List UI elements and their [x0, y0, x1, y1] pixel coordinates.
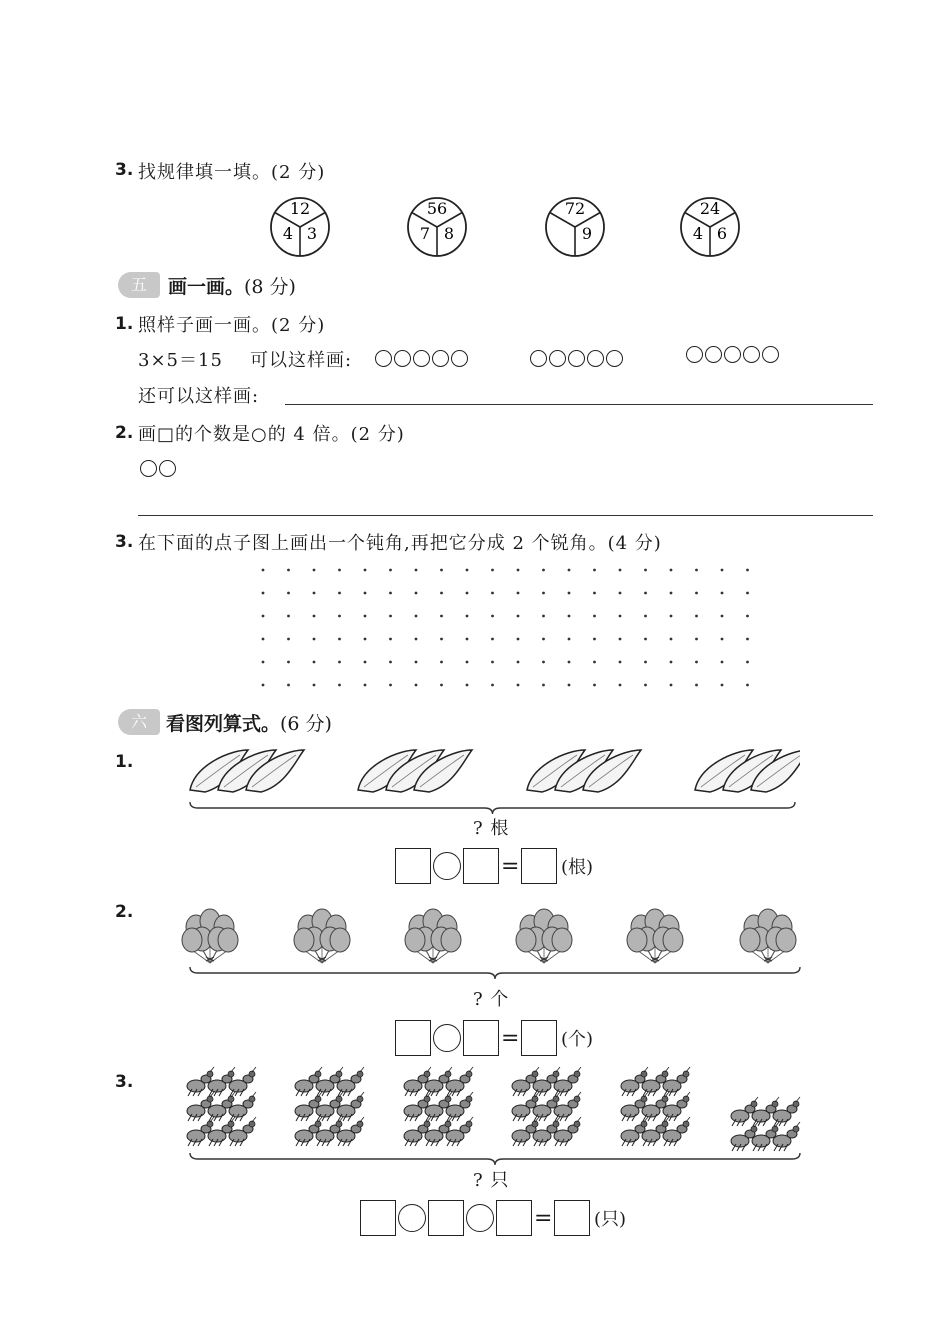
- grid-dot[interactable]: [619, 569, 622, 572]
- grid-dot[interactable]: [415, 661, 418, 664]
- grid-dot[interactable]: [619, 638, 622, 641]
- circle-icon: [375, 350, 392, 367]
- ant-icon: [187, 1117, 214, 1146]
- wheel-right-number: 8: [443, 224, 455, 243]
- s6-q1-formula: [395, 848, 593, 884]
- q3-text: 找规律填一填。(2 分): [138, 162, 326, 183]
- ant-group: [295, 1067, 364, 1146]
- ant-groups: [180, 1062, 810, 1172]
- circle-icon: [413, 350, 430, 367]
- circle-icon: [705, 346, 722, 363]
- grid-dot[interactable]: [389, 638, 392, 641]
- s6-q2-question: ? 个: [473, 989, 510, 1010]
- grid-dot[interactable]: [746, 684, 749, 687]
- grid-dot[interactable]: [491, 569, 494, 572]
- balloon-icon: [776, 928, 796, 952]
- balloon-icon: [516, 928, 536, 952]
- banana-group: [527, 750, 641, 792]
- balloon-icon: [441, 928, 461, 952]
- ant-icon: [404, 1117, 431, 1146]
- grid-dot[interactable]: [619, 684, 622, 687]
- banana-group: [190, 750, 304, 792]
- circle-icon: [530, 350, 547, 367]
- balloon-bunch: [405, 909, 461, 963]
- grid-dot[interactable]: [644, 615, 647, 618]
- grid-dot[interactable]: [644, 592, 647, 595]
- grid-dot[interactable]: [542, 638, 545, 641]
- grid-dot[interactable]: [542, 661, 545, 664]
- grid-dot[interactable]: [415, 615, 418, 618]
- grid-dot[interactable]: [746, 661, 749, 664]
- banana-group: [695, 750, 800, 792]
- circle-icon: [743, 346, 760, 363]
- grid-dot[interactable]: [313, 569, 316, 572]
- grid-dot[interactable]: [364, 638, 367, 641]
- ant-icon: [621, 1067, 648, 1096]
- grid-dot[interactable]: [542, 615, 545, 618]
- grid-dot[interactable]: [593, 684, 596, 687]
- wheel-top-number: 72: [564, 199, 586, 218]
- answer-box[interactable]: [428, 1200, 464, 1236]
- wheel-top-number: 12: [289, 199, 311, 218]
- circle-icon: [394, 350, 411, 367]
- grid-dot[interactable]: [568, 684, 571, 687]
- section-title-6-text: 看图列算式。: [166, 713, 281, 735]
- grid-dot[interactable]: [670, 592, 673, 595]
- ant-icon: [295, 1117, 322, 1146]
- equals-sign: =: [501, 1025, 520, 1051]
- grid-dot[interactable]: [695, 684, 698, 687]
- equals-sign: =: [534, 1205, 553, 1231]
- circle-icon: [549, 350, 566, 367]
- grid-dot[interactable]: [695, 661, 698, 664]
- wheel-right-number: 9: [581, 224, 593, 243]
- grid-dot[interactable]: [364, 592, 367, 595]
- balloon-icon: [330, 928, 350, 952]
- grid-dot[interactable]: [338, 661, 341, 664]
- section-title-5: [168, 272, 296, 299]
- s5-q1-text: 照样子画一画。(2 分): [138, 315, 326, 336]
- example-circle-group-3: [686, 346, 779, 363]
- ant-icon: [187, 1067, 214, 1096]
- circle-icon: [568, 350, 585, 367]
- s5-q2-number: 2.: [115, 423, 134, 443]
- grid-dot[interactable]: [440, 569, 443, 572]
- operator-circle[interactable]: [398, 1204, 426, 1232]
- wheel-top-number: 56: [426, 199, 448, 218]
- grid-dot[interactable]: [517, 615, 520, 618]
- grid-dot[interactable]: [364, 569, 367, 572]
- circle-icon: [451, 350, 468, 367]
- answer-box[interactable]: [463, 1020, 499, 1056]
- grid-dot[interactable]: [746, 592, 749, 595]
- grid-dot[interactable]: [287, 638, 290, 641]
- grid-dot[interactable]: [721, 684, 724, 687]
- section-points-6: (6 分): [280, 713, 332, 735]
- s6-q1-number: 1.: [115, 752, 134, 772]
- ant-icon: [731, 1097, 758, 1126]
- grid-dot[interactable]: [466, 569, 469, 572]
- grid-dot[interactable]: [389, 569, 392, 572]
- balloon-groups: [180, 895, 810, 995]
- grid-dot[interactable]: [517, 684, 520, 687]
- grid-dot[interactable]: [593, 661, 596, 664]
- ant-icon: [404, 1067, 431, 1096]
- wheel-right-number: 3: [306, 224, 318, 243]
- grid-dot[interactable]: [313, 592, 316, 595]
- s6-q2-formula: [395, 1020, 593, 1056]
- grid-dot[interactable]: [262, 661, 265, 664]
- ant-group: [404, 1067, 473, 1146]
- grid-dot[interactable]: [542, 592, 545, 595]
- s6-q3-formula: [360, 1200, 626, 1236]
- grid-dot[interactable]: [389, 592, 392, 595]
- balloon-bunch: [740, 909, 796, 963]
- grid-dot[interactable]: [593, 615, 596, 618]
- ant-icon: [512, 1117, 539, 1146]
- grid-dot[interactable]: [542, 684, 545, 687]
- ant-group: [512, 1067, 581, 1146]
- answer-box[interactable]: [395, 1020, 431, 1056]
- grid-dot[interactable]: [338, 569, 341, 572]
- ant-icon: [621, 1117, 648, 1146]
- also-draw-label: 还可以这样画:: [138, 386, 260, 407]
- grid-dot[interactable]: [415, 569, 418, 572]
- grid-dot[interactable]: [695, 638, 698, 641]
- grid-dot[interactable]: [746, 638, 749, 641]
- total-brace: [190, 802, 795, 814]
- s5-q3-text: 在下面的点子图上画出一个钝角,再把它分成 2 个锐角。(4 分): [138, 533, 662, 554]
- wheel-right-number: 6: [716, 224, 728, 243]
- answer-box[interactable]: [496, 1200, 532, 1236]
- grid-dot[interactable]: [721, 661, 724, 664]
- wheel-top-number: 24: [699, 199, 721, 218]
- grid-dot[interactable]: [568, 569, 571, 572]
- balloon-icon: [627, 928, 647, 952]
- grid-dot[interactable]: [568, 638, 571, 641]
- grid-dot[interactable]: [670, 569, 673, 572]
- equals-sign: =: [501, 853, 520, 879]
- section-points-5: (8 分): [244, 276, 296, 298]
- example-equation: 3×5＝15: [138, 350, 223, 371]
- wheel-left-number[interactable]: 4: [692, 224, 704, 243]
- grid-dot[interactable]: [670, 638, 673, 641]
- grid-dot[interactable]: [313, 684, 316, 687]
- number-wheel: [405, 195, 469, 259]
- grid-dot[interactable]: [644, 638, 647, 641]
- grid-dot[interactable]: [721, 592, 724, 595]
- grid-dot[interactable]: [568, 661, 571, 664]
- grid-dot[interactable]: [517, 638, 520, 641]
- balloon-icon: [740, 928, 760, 952]
- grid-dot[interactable]: [491, 592, 494, 595]
- grid-dot[interactable]: [721, 638, 724, 641]
- circle-icon: [686, 346, 703, 363]
- grid-dot[interactable]: [440, 615, 443, 618]
- ant-icon: [295, 1067, 322, 1096]
- grid-dot[interactable]: [287, 684, 290, 687]
- number-wheel: [268, 195, 332, 259]
- grid-dot[interactable]: [287, 592, 290, 595]
- grid-dot[interactable]: [389, 615, 392, 618]
- grid-dot[interactable]: [440, 638, 443, 641]
- operator-circle[interactable]: [433, 852, 461, 880]
- answer-box[interactable]: [521, 1020, 557, 1056]
- example-can-draw: 可以这样画:: [250, 350, 353, 371]
- number-wheel: [543, 195, 607, 259]
- answer-box[interactable]: [463, 848, 499, 884]
- grid-dot[interactable]: [313, 615, 316, 618]
- grid-dot[interactable]: [517, 592, 520, 595]
- grid-dot[interactable]: [644, 569, 647, 572]
- grid-dot[interactable]: [440, 684, 443, 687]
- total-brace: [190, 967, 800, 979]
- ant-icon: [512, 1067, 539, 1096]
- given-circles: [140, 460, 176, 477]
- grid-dot[interactable]: [466, 638, 469, 641]
- grid-dot[interactable]: [670, 684, 673, 687]
- operator-circle[interactable]: [433, 1024, 461, 1052]
- grid-dot[interactable]: [313, 638, 316, 641]
- balloon-bunch: [516, 909, 572, 963]
- grid-dot[interactable]: [619, 615, 622, 618]
- grid-dot[interactable]: [338, 638, 341, 641]
- wheel-left-number[interactable]: 7: [419, 224, 431, 243]
- grid-dot[interactable]: [619, 592, 622, 595]
- answer-line-2[interactable]: [138, 515, 873, 516]
- dot-grid[interactable]: [255, 560, 755, 695]
- grid-dot[interactable]: [262, 615, 265, 618]
- grid-dot[interactable]: [593, 569, 596, 572]
- grid-dot[interactable]: [644, 661, 647, 664]
- balloon-icon: [552, 928, 572, 952]
- circle-icon: [724, 346, 741, 363]
- s6-q1-unit: (根): [561, 857, 594, 878]
- ant-icon: [187, 1092, 214, 1121]
- grid-dot[interactable]: [517, 661, 520, 664]
- grid-dot[interactable]: [593, 638, 596, 641]
- s5-q3-number: 3.: [115, 532, 134, 552]
- balloon-icon: [182, 928, 202, 952]
- grid-dot[interactable]: [364, 615, 367, 618]
- answer-line-1[interactable]: [285, 404, 873, 405]
- answer-box[interactable]: [554, 1200, 590, 1236]
- grid-dot[interactable]: [338, 684, 341, 687]
- grid-dot[interactable]: [517, 569, 520, 572]
- answer-box[interactable]: [521, 848, 557, 884]
- grid-dot[interactable]: [593, 592, 596, 595]
- s6-q3-number: 3.: [115, 1072, 134, 1092]
- grid-dot[interactable]: [491, 661, 494, 664]
- ant-icon: [404, 1092, 431, 1121]
- grid-dot[interactable]: [364, 661, 367, 664]
- example-circle-group-1: [375, 350, 468, 367]
- s6-q2-number: 2.: [115, 902, 134, 922]
- number-wheel: [678, 195, 742, 259]
- ant-group: [187, 1067, 256, 1146]
- section-badge-5: 五: [118, 272, 160, 298]
- grid-dot[interactable]: [746, 569, 749, 572]
- ant-icon: [295, 1092, 322, 1121]
- grid-dot[interactable]: [338, 615, 341, 618]
- answer-box[interactable]: [360, 1200, 396, 1236]
- grid-dot[interactable]: [466, 684, 469, 687]
- grid-dot[interactable]: [466, 661, 469, 664]
- ant-icon: [731, 1122, 758, 1151]
- grid-dot[interactable]: [695, 615, 698, 618]
- s6-q2-unit: (个): [561, 1029, 594, 1050]
- grid-dot[interactable]: [746, 615, 749, 618]
- grid-dot[interactable]: [721, 569, 724, 572]
- grid-dot[interactable]: [415, 638, 418, 641]
- balloon-icon: [218, 928, 238, 952]
- grid-dot[interactable]: [389, 661, 392, 664]
- circle-icon: [606, 350, 623, 367]
- grid-dot[interactable]: [670, 661, 673, 664]
- grid-dot[interactable]: [721, 615, 724, 618]
- grid-dot[interactable]: [338, 592, 341, 595]
- grid-dot[interactable]: [262, 592, 265, 595]
- ant-icon: [512, 1092, 539, 1121]
- grid-dot[interactable]: [415, 684, 418, 687]
- grid-dot[interactable]: [262, 638, 265, 641]
- answer-box[interactable]: [395, 848, 431, 884]
- grid-dot[interactable]: [466, 592, 469, 595]
- s5-q1-number: 1.: [115, 314, 134, 334]
- grid-dot[interactable]: [389, 684, 392, 687]
- grid-dot[interactable]: [695, 569, 698, 572]
- ant-group: [621, 1067, 690, 1146]
- balloon-icon: [294, 928, 314, 952]
- balloon-bunch: [294, 909, 350, 963]
- ant-group: [731, 1097, 800, 1151]
- total-brace: [190, 1153, 800, 1165]
- grid-dot[interactable]: [262, 684, 265, 687]
- circle-icon: [140, 460, 157, 477]
- grid-dot[interactable]: [287, 569, 290, 572]
- grid-dot[interactable]: [262, 569, 265, 572]
- circle-icon: [432, 350, 449, 367]
- grid-dot[interactable]: [287, 615, 290, 618]
- grid-dot[interactable]: [491, 684, 494, 687]
- grid-dot[interactable]: [440, 592, 443, 595]
- grid-dot[interactable]: [670, 615, 673, 618]
- circle-icon: [762, 346, 779, 363]
- grid-dot[interactable]: [491, 638, 494, 641]
- ant-icon: [621, 1092, 648, 1121]
- banana-group: [358, 750, 472, 792]
- section-badge-6: 六: [118, 709, 160, 735]
- grid-dot[interactable]: [466, 615, 469, 618]
- wheel-left-number[interactable]: 4: [282, 224, 294, 243]
- section-title-6: [166, 709, 332, 736]
- operator-circle[interactable]: [466, 1204, 494, 1232]
- q3-number: 3.: [115, 160, 134, 180]
- grid-dot[interactable]: [568, 592, 571, 595]
- s6-q3-question: ? 只: [473, 1170, 510, 1191]
- s6-q1-question: ? 根: [473, 818, 510, 839]
- grid-dot[interactable]: [568, 615, 571, 618]
- grid-dot[interactable]: [644, 684, 647, 687]
- example-circle-group-2: [530, 350, 623, 367]
- grid-dot[interactable]: [695, 592, 698, 595]
- s6-q3-unit: (只): [594, 1209, 627, 1230]
- grid-dot[interactable]: [415, 592, 418, 595]
- grid-dot[interactable]: [364, 684, 367, 687]
- grid-dot[interactable]: [440, 661, 443, 664]
- circle-icon: [587, 350, 604, 367]
- balloon-icon: [663, 928, 683, 952]
- grid-dot[interactable]: [287, 661, 290, 664]
- grid-dot[interactable]: [542, 569, 545, 572]
- circle-icon: [159, 460, 176, 477]
- balloon-bunch: [182, 909, 238, 963]
- s5-q2-text: 画□的个数是○的 4 倍。(2 分): [138, 424, 405, 445]
- balloon-icon: [405, 928, 425, 952]
- section-title-5-text: 画一画。: [168, 276, 245, 298]
- grid-dot[interactable]: [491, 615, 494, 618]
- balloon-bunch: [627, 909, 683, 963]
- grid-dot[interactable]: [619, 661, 622, 664]
- grid-dot[interactable]: [313, 661, 316, 664]
